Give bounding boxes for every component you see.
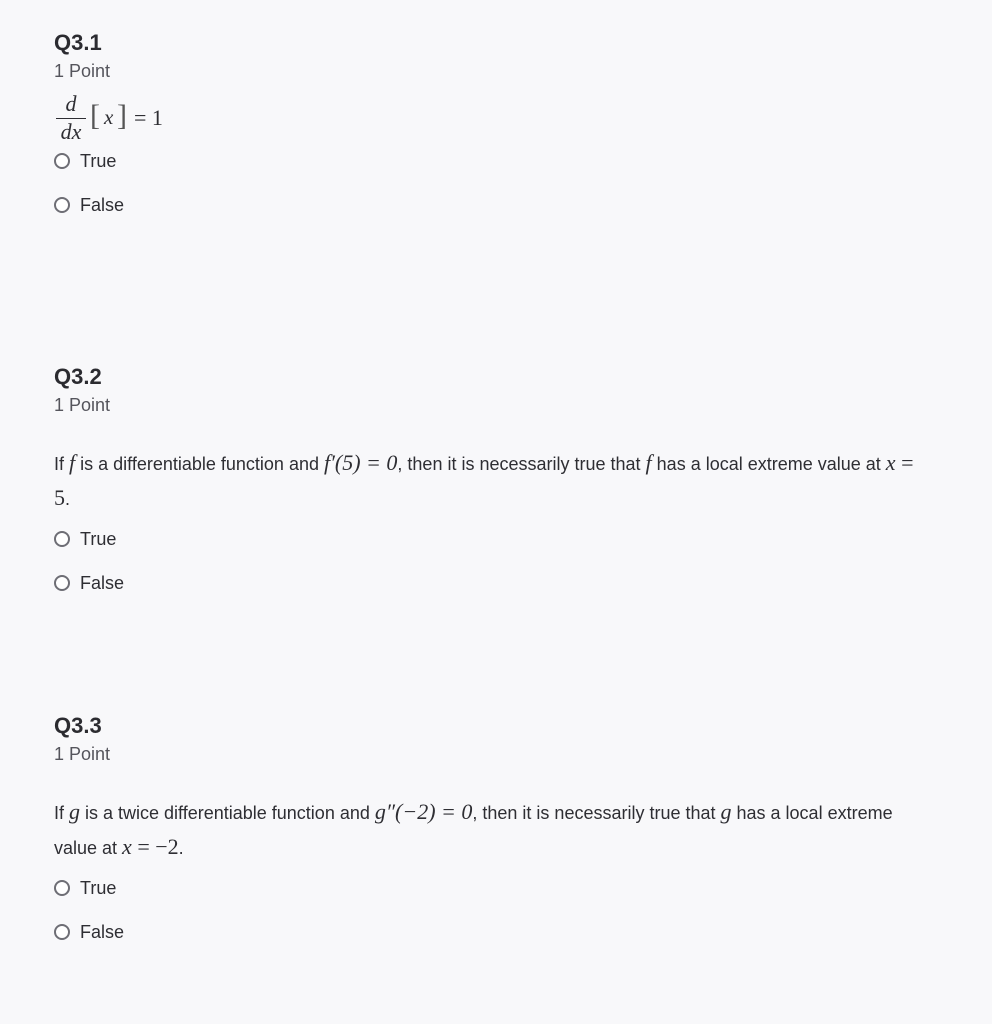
- option-true[interactable]: [54, 524, 934, 554]
- option-label: True: [80, 877, 117, 898]
- math-expression: = 5: [54, 450, 914, 510]
- question-points: 1 Point: [54, 395, 111, 415]
- question-formula: [54, 92, 934, 144]
- derivative-fraction: [54, 92, 88, 145]
- math-variable: f: [645, 450, 652, 475]
- prompt-text: has a local extreme value at: [651, 454, 886, 474]
- option-label: True: [80, 150, 117, 171]
- math-expression: f′(5) = 0: [323, 450, 398, 475]
- prompt-text: is a differentiable function and: [75, 454, 324, 474]
- radio-button[interactable]: [54, 531, 70, 547]
- prompt-text: has a local extreme value at: [54, 803, 893, 858]
- question-points: 1 Point: [54, 61, 111, 81]
- prompt-text: .: [178, 838, 184, 858]
- prompt-text: .: [65, 489, 71, 509]
- math-variable: x: [122, 834, 132, 859]
- question-prompt: [54, 446, 934, 516]
- prompt-text: , then it is necessarily true that: [397, 454, 646, 474]
- radio-button[interactable]: [54, 880, 70, 896]
- option-label: False: [80, 194, 125, 215]
- radio-button[interactable]: [54, 575, 70, 591]
- radio-button[interactable]: [54, 153, 70, 169]
- option-false[interactable]: [54, 568, 934, 598]
- fraction-numerator: d: [65, 91, 77, 116]
- bracket-open: [: [90, 99, 100, 132]
- prompt-text: , then it is necessarily true that: [472, 803, 721, 823]
- prompt-text: If: [54, 803, 70, 823]
- math-expression: g″(−2) = 0: [374, 799, 473, 824]
- question-points: 1 Point: [54, 744, 111, 764]
- radio-button[interactable]: [54, 197, 70, 213]
- question-prompt: [54, 795, 934, 865]
- fraction-denominator: dx: [60, 119, 82, 144]
- question-title: Q3.1: [54, 30, 102, 55]
- option-true[interactable]: [54, 873, 934, 903]
- prompt-text: If: [54, 454, 70, 474]
- option-label: False: [80, 921, 125, 942]
- prompt-text: is a twice differentiable function and: [80, 803, 375, 823]
- math-variable: g: [720, 799, 732, 824]
- option-label: False: [80, 572, 125, 593]
- bracket-close: ]: [117, 99, 127, 132]
- answer-options: [54, 146, 934, 220]
- radio-button[interactable]: [54, 924, 70, 940]
- question-title: Q3.3: [54, 713, 102, 738]
- question-q3-3: [54, 713, 934, 961]
- option-true[interactable]: [54, 146, 934, 176]
- question-q3-2: [54, 364, 934, 612]
- answer-options: [54, 524, 934, 598]
- option-false[interactable]: [54, 190, 934, 220]
- question-q3-1: [54, 30, 934, 234]
- math-variable: f: [69, 450, 76, 475]
- math-expression: = −2: [131, 834, 179, 859]
- answer-options: [54, 873, 934, 947]
- question-title: Q3.2: [54, 364, 102, 389]
- bracket-variable: x: [104, 105, 114, 129]
- formula-rhs: = 1: [134, 105, 163, 130]
- math-variable: g: [69, 799, 81, 824]
- option-label: True: [80, 528, 117, 549]
- math-variable: x: [885, 450, 896, 475]
- option-false[interactable]: [54, 917, 934, 947]
